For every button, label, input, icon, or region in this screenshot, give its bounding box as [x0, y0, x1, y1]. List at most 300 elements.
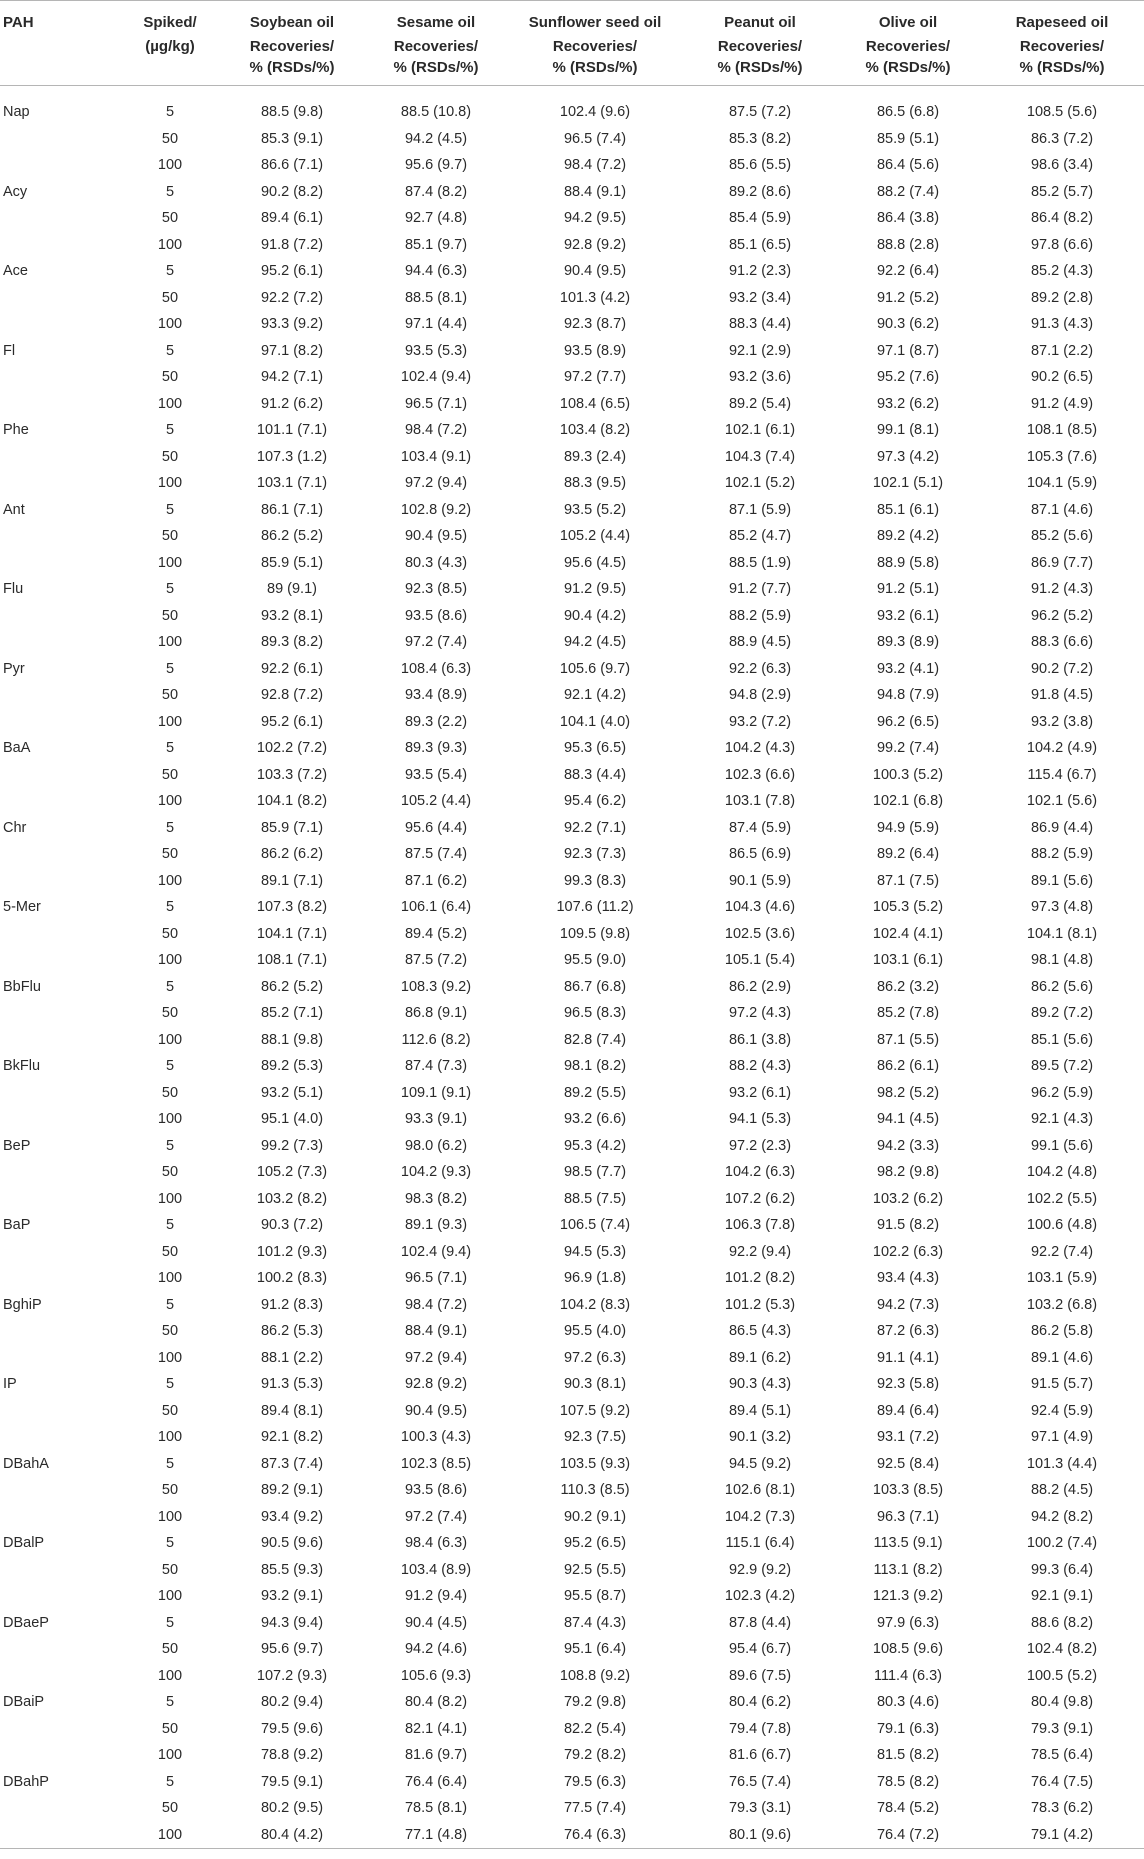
table-row: [0, 258, 1144, 285]
header-recoveries-label: Recoveries/: [865, 38, 951, 55]
header-recoveries-unit: % (RSDs/%): [552, 59, 638, 76]
recovery-cell: 88.6 (8.2): [1030, 1614, 1094, 1631]
recovery-cell: 85.9 (5.1): [260, 554, 324, 571]
pah-cell: Acy: [3, 183, 28, 200]
recovery-cell: 96.3 (7.1): [876, 1508, 940, 1525]
recovery-cell: 99.2 (7.3): [260, 1137, 324, 1154]
pah-cell: [0, 1159, 122, 1186]
recovery-cell: 90.4 (9.5): [563, 263, 627, 280]
recovery-cell: 93.2 (6.1): [876, 607, 940, 624]
table-row: [0, 1159, 1144, 1186]
spike-cell: 100: [157, 1031, 183, 1048]
recovery-cell: 88.4 (9.1): [404, 1323, 468, 1340]
recovery-cell: 90.2 (8.2): [260, 183, 324, 200]
recovery-cell: 102.3 (4.2): [724, 1588, 796, 1605]
recovery-cell: 109.1 (9.1): [400, 1084, 472, 1101]
recovery-cell: 95.6 (4.5): [563, 554, 627, 571]
table-row: [0, 682, 1144, 709]
recovery-cell: 86.2 (6.1): [876, 1058, 940, 1075]
recovery-cell: 88.9 (4.5): [728, 634, 792, 651]
recovery-cell: 78.5 (6.4): [1030, 1747, 1094, 1764]
recovery-cell: 106.5 (7.4): [559, 1217, 631, 1234]
pah-cell: [0, 1318, 122, 1345]
table-row: [0, 1053, 1144, 1080]
recovery-cell: 102.3 (6.6): [724, 766, 796, 783]
spike-cell: 100: [157, 1747, 183, 1764]
spike-cell: 50: [161, 1720, 179, 1737]
recovery-cell: 88.5 (10.8): [400, 104, 472, 121]
table-row: [0, 947, 1144, 974]
spike-cell: 5: [165, 1376, 175, 1393]
recovery-cell: 91.2 (5.2): [876, 289, 940, 306]
spike-cell: 50: [161, 846, 179, 863]
pah-cell: Fl: [3, 342, 16, 359]
recovery-cell: 115.1 (6.4): [725, 1535, 795, 1552]
pah-cell: [0, 1424, 122, 1451]
recovery-cell: 97.8 (6.6): [1030, 236, 1094, 253]
recovery-cell: 104.2 (4.9): [1026, 740, 1098, 757]
recovery-cell: 90.1 (5.9): [728, 872, 792, 889]
table-row: [0, 1345, 1144, 1372]
recovery-cell: 88.2 (5.9): [728, 607, 792, 624]
recovery-cell: 102.4 (9.6): [559, 104, 631, 121]
recovery-cell: 79.1 (4.2): [980, 1822, 1144, 1849]
pah-cell: [0, 682, 122, 709]
table-row: [0, 179, 1144, 206]
spike-cell: 100: [157, 872, 183, 889]
recovery-cell: 94.2 (3.3): [876, 1137, 940, 1154]
recovery-cell: 94.5 (9.2): [728, 1455, 792, 1472]
recovery-cell: 86.2 (5.2): [260, 528, 324, 545]
recovery-cell: 101.3 (4.2): [559, 289, 631, 306]
recovery-cell: 86.2 (5.6): [1030, 978, 1094, 995]
recovery-cell: 86.1 (7.1): [260, 501, 324, 518]
pah-cell: [0, 841, 122, 868]
table-row: [0, 1689, 1144, 1716]
recovery-cell: 108.1 (8.5): [1026, 422, 1098, 439]
recovery-cell: 98.6 (3.4): [1030, 157, 1094, 174]
recovery-cell: 93.2 (6.1): [728, 1084, 792, 1101]
recovery-cell: 94.2 (4.5): [563, 634, 627, 651]
recovery-cell: 104.2 (6.3): [724, 1164, 796, 1181]
table-row: [0, 1000, 1144, 1027]
header-recoveries: [506, 33, 684, 86]
table-row: [0, 1292, 1144, 1319]
spacer-cell: [0, 86, 1144, 100]
recovery-cell: 92.2 (7.2): [260, 289, 324, 306]
pah-cell: DBahP: [3, 1773, 49, 1790]
recovery-cell: 88.3 (4.4): [728, 316, 792, 333]
pah-cell: [0, 947, 122, 974]
recovery-cell: 99.1 (5.6): [1030, 1137, 1094, 1154]
recovery-cell: 88.5 (1.9): [728, 554, 792, 571]
table-row: [0, 152, 1144, 179]
recovery-cell: 96.5 (7.1): [404, 395, 468, 412]
recovery-cell: 97.3 (4.8): [1030, 899, 1094, 916]
recovery-cell: 95.2 (6.5): [563, 1535, 627, 1552]
pah-cell: BbFlu: [3, 978, 41, 995]
pah-cell: [0, 444, 122, 471]
header-recoveries: [366, 33, 506, 86]
recovery-cell: 86.9 (7.7): [1030, 554, 1094, 571]
recovery-cell: 92.2 (9.4): [728, 1243, 792, 1260]
recovery-cell: 76.5 (7.4): [728, 1773, 792, 1790]
recovery-cell: 90.2 (9.1): [563, 1508, 627, 1525]
recovery-cell: 98.4 (6.3): [404, 1535, 468, 1552]
table-row: [0, 1583, 1144, 1610]
recovery-cell: 87.5 (7.2): [404, 952, 468, 969]
recovery-cell: 89.2 (2.8): [1030, 289, 1094, 306]
recovery-cell: 79.4 (7.8): [728, 1720, 792, 1737]
recovery-cell: 85.1 (9.7): [404, 236, 468, 253]
recovery-cell: 92.1 (8.2): [260, 1429, 324, 1446]
header-spiked-unit: (µg/kg): [122, 33, 218, 86]
pah-cell: [0, 788, 122, 815]
header-recoveries-unit: % (RSDs/%): [393, 59, 479, 76]
recovery-cell: 79.2 (8.2): [563, 1747, 627, 1764]
recovery-cell: 88.5 (9.8): [260, 104, 324, 121]
recovery-cell: 99.1 (8.1): [876, 422, 940, 439]
header-recoveries-unit: % (RSDs/%): [249, 59, 335, 76]
header-recoveries-label: Recoveries/: [552, 38, 638, 55]
table-row: [0, 1265, 1144, 1292]
recovery-cell: 93.2 (9.1): [260, 1588, 324, 1605]
recovery-cell: 87.1 (5.5): [876, 1031, 940, 1048]
pah-cell: [0, 1345, 122, 1372]
recovery-cell: 98.3 (8.2): [404, 1190, 468, 1207]
recovery-cell: 97.1 (8.7): [876, 342, 940, 359]
pah-cell: [0, 1000, 122, 1027]
recovery-cell: 103.4 (9.1): [400, 448, 472, 465]
spike-cell: 50: [161, 1800, 179, 1817]
recovery-cell: 89.1 (4.6): [1030, 1349, 1094, 1366]
table-row: [0, 285, 1144, 312]
recovery-cell: 91.2 (9.4): [404, 1588, 468, 1605]
recovery-cell: 94.4 (6.3): [404, 263, 468, 280]
recovery-cell: 85.3 (9.1): [260, 130, 324, 147]
table-row: [0, 1318, 1144, 1345]
header-recoveries-label: Recoveries/: [1019, 38, 1105, 55]
pah-cell: [0, 1742, 122, 1769]
recovery-cell: 105.6 (9.7): [559, 660, 631, 677]
recovery-cell: 93.2 (4.1): [876, 660, 940, 677]
spike-cell: 5: [165, 183, 175, 200]
recovery-cell: 89.2 (4.2): [876, 528, 940, 545]
recovery-cell: 98.1 (8.2): [563, 1058, 627, 1075]
table-row: [0, 841, 1144, 868]
recovery-cell: 87.4 (4.3): [563, 1614, 627, 1631]
recovery-cell: 97.3 (4.2): [876, 448, 940, 465]
recovery-cell: 105.3 (5.2): [872, 899, 944, 916]
table-row: [0, 364, 1144, 391]
recovery-cell: 89.2 (5.3): [260, 1058, 324, 1075]
recovery-cell: 107.2 (6.2): [724, 1190, 796, 1207]
recovery-cell: 88.5 (7.5): [563, 1190, 627, 1207]
recovery-cell: 98.1 (4.8): [1030, 952, 1094, 969]
recovery-cell: 104.2 (4.8): [1026, 1164, 1098, 1181]
recovery-cell: 93.2 (3.6): [728, 369, 792, 386]
recovery-cell: 86.2 (3.2): [876, 978, 940, 995]
recovery-cell: 91.5 (5.7): [1030, 1376, 1094, 1393]
pah-cell: [0, 550, 122, 577]
recovery-cell: 93.3 (9.1): [404, 1111, 468, 1128]
recovery-cell: 95.4 (6.7): [728, 1641, 792, 1658]
pah-cell: [0, 629, 122, 656]
recovery-cell: 89.2 (6.4): [876, 846, 940, 863]
table-row: [0, 1424, 1144, 1451]
recovery-cell: 85.2 (7.8): [876, 1005, 940, 1022]
recovery-cell: 87.4 (5.9): [728, 819, 792, 836]
spike-cell: 100: [157, 475, 183, 492]
spike-cell: 5: [165, 1535, 175, 1552]
pah-cell: Ant: [3, 501, 25, 518]
recovery-cell: 88.8 (2.8): [876, 236, 940, 253]
table-row: [0, 1371, 1144, 1398]
pah-cell: [0, 1239, 122, 1266]
recovery-cell: 98.5 (7.7): [563, 1164, 627, 1181]
recovery-cell: 96.9 (1.8): [563, 1270, 627, 1287]
spike-cell: 5: [165, 501, 175, 518]
recovery-cell: 94.9 (5.9): [876, 819, 940, 836]
recovery-cell: 102.4 (8.2): [1026, 1641, 1098, 1658]
recovery-cell: 102.1 (5.2): [724, 475, 796, 492]
recovery-cell: 92.3 (8.5): [404, 581, 468, 598]
recovery-cell: 91.2 (7.7): [728, 581, 792, 598]
recovery-cell: 89 (9.1): [267, 581, 317, 598]
recovery-cell: 79.3 (9.1): [1030, 1720, 1094, 1737]
recovery-cell: 93.4 (9.2): [260, 1508, 324, 1525]
recovery-cell: 104.1 (8.1): [1026, 925, 1098, 942]
table-row: [0, 1663, 1144, 1690]
header-recoveries: [218, 33, 366, 86]
recovery-cell: 85.2 (4.7): [728, 528, 792, 545]
spike-cell: 50: [161, 1084, 179, 1101]
recovery-cell: 105.2 (4.4): [400, 793, 472, 810]
header-blank: [0, 33, 122, 86]
recovery-cell: 103.1 (6.1): [872, 952, 944, 969]
recovery-cell: 80.3 (4.3): [404, 554, 468, 571]
recovery-cell: 91.2 (4.9): [1030, 395, 1094, 412]
recovery-cell: 100.3 (4.3): [400, 1429, 472, 1446]
recovery-cell: 86.4 (3.8): [876, 210, 940, 227]
recovery-cell: 86.5 (4.3): [728, 1323, 792, 1340]
recovery-cell: 106.3 (7.8): [724, 1217, 796, 1234]
recovery-cell: 79.5 (9.1): [260, 1773, 324, 1790]
recovery-cell: 102.1 (6.8): [872, 793, 944, 810]
spike-cell: 5: [165, 1455, 175, 1472]
recovery-cell: 79.5 (6.3): [563, 1773, 627, 1790]
table-row: [0, 1186, 1144, 1213]
recovery-cell: 89.6 (7.5): [728, 1667, 792, 1684]
pah-cell: [0, 709, 122, 736]
spike-cell: 5: [165, 1058, 175, 1075]
recovery-cell: 86.7 (6.8): [563, 978, 627, 995]
spike-cell: 50: [161, 289, 179, 306]
recovery-cell: 99.3 (8.3): [563, 872, 627, 889]
spike-cell: 100: [157, 793, 183, 810]
pah-cell: BaP: [3, 1217, 31, 1234]
recovery-cell: 92.1 (9.1): [1030, 1588, 1094, 1605]
spike-cell: 5: [165, 581, 175, 598]
table-row: [0, 311, 1144, 338]
recovery-cell: 78.4 (5.2): [876, 1800, 940, 1817]
recovery-cell: 89.1 (7.1): [260, 872, 324, 889]
header-row-1: [0, 1, 1144, 34]
header-recoveries-label: Recoveries/: [717, 38, 803, 55]
recovery-cell: 102.6 (8.1): [724, 1482, 796, 1499]
recovery-cell: 92.4 (5.9): [1030, 1402, 1094, 1419]
recovery-cell: 85.1 (5.6): [1030, 1031, 1094, 1048]
table-row: [0, 1504, 1144, 1531]
spike-cell: 5: [165, 1137, 175, 1154]
recovery-cell: 78.8 (9.2): [260, 1747, 324, 1764]
recovery-cell: 102.4 (9.4): [400, 369, 472, 386]
recovery-cell: 95.1 (6.4): [563, 1641, 627, 1658]
pah-cell: [0, 1477, 122, 1504]
recovery-cell: 87.8 (4.4): [728, 1614, 792, 1631]
pah-cell: [0, 391, 122, 418]
recovery-cell: 95.2 (6.1): [260, 263, 324, 280]
recovery-cell: 82.2 (5.4): [563, 1720, 627, 1737]
recovery-cell: 93.5 (8.6): [404, 607, 468, 624]
pah-cell: [0, 1504, 122, 1531]
recovery-cell: 94.2 (7.3): [876, 1296, 940, 1313]
recovery-cell: 92.5 (5.5): [563, 1561, 627, 1578]
header-oil-peanut: Peanut oil: [684, 1, 836, 34]
table-row: [0, 232, 1144, 259]
recovery-cell: 95.6 (4.4): [404, 819, 468, 836]
spike-cell: 100: [122, 1822, 218, 1849]
pah-cell: [0, 311, 122, 338]
recovery-cell: 93.4 (4.3): [876, 1270, 940, 1287]
header-recoveries-unit: % (RSDs/%): [717, 59, 803, 76]
recovery-cell: 88.2 (5.9): [1030, 846, 1094, 863]
pah-cell: [0, 232, 122, 259]
recovery-cell: 91.5 (8.2): [876, 1217, 940, 1234]
recovery-cell: 104.1 (4.0): [559, 713, 631, 730]
recovery-cell: 98.4 (7.2): [404, 1296, 468, 1313]
spike-cell: 5: [165, 104, 175, 121]
pah-cell: [0, 470, 122, 497]
recovery-cell: 103.3 (7.2): [256, 766, 328, 783]
header-oil-olive: Olive oil: [836, 1, 980, 34]
recovery-cell: 97.9 (6.3): [876, 1614, 940, 1631]
recovery-cell: 91.2 (2.3): [728, 263, 792, 280]
recovery-cell: 93.1 (7.2): [876, 1429, 940, 1446]
spike-cell: 5: [165, 1296, 175, 1313]
recovery-cell: 79.3 (3.1): [728, 1800, 792, 1817]
recovery-cell: 101.2 (8.2): [724, 1270, 796, 1287]
header-recoveries: [980, 33, 1144, 86]
recovery-cell: 102.3 (8.5): [400, 1455, 472, 1472]
spike-cell: 100: [157, 1349, 183, 1366]
recovery-cell: 81.5 (8.2): [876, 1747, 940, 1764]
table-row: [0, 1212, 1144, 1239]
table-row: [0, 1477, 1144, 1504]
recovery-cell: 95.5 (9.0): [563, 952, 627, 969]
recovery-cell: 100.6 (4.8): [1026, 1217, 1098, 1234]
recovery-cell: 85.1 (6.1): [876, 501, 940, 518]
recovery-cell: 102.2 (7.2): [256, 740, 328, 757]
table-body: [0, 86, 1144, 1849]
spike-cell: 50: [161, 1482, 179, 1499]
spike-cell: 50: [161, 1323, 179, 1340]
recovery-cell: 92.9 (9.2): [728, 1561, 792, 1578]
pah-cell: Flu: [3, 581, 24, 598]
recovery-cell: 100.2 (7.4): [1026, 1535, 1098, 1552]
table-row: [0, 1080, 1144, 1107]
recovery-cell: 100.2 (8.3): [256, 1270, 328, 1287]
header-row-2: [0, 33, 1144, 86]
recovery-cell: 92.2 (6.4): [876, 263, 940, 280]
recovery-cell: 88.5 (8.1): [404, 289, 468, 306]
header-recoveries-label: Recoveries/: [249, 38, 335, 55]
spike-cell: 100: [157, 1111, 183, 1128]
spike-cell: 50: [161, 1005, 179, 1022]
recovery-cell: 104.1 (7.1): [256, 925, 328, 942]
recovery-cell: 99.3 (6.4): [1030, 1561, 1094, 1578]
table-row: [0, 1530, 1144, 1557]
pah-cell: [0, 1106, 122, 1133]
recovery-cell: 103.2 (8.2): [256, 1190, 328, 1207]
recovery-cell: 108.4 (6.3): [400, 660, 472, 677]
spike-cell: 50: [161, 1561, 179, 1578]
spike-cell: 100: [157, 316, 183, 333]
recovery-cell: 88.2 (4.5): [1030, 1482, 1094, 1499]
pah-cell: BeP: [3, 1137, 31, 1154]
recovery-cell: 90.3 (6.2): [876, 316, 940, 333]
recovery-cell: 100.3 (5.2): [872, 766, 944, 783]
recovery-cell: 93.2 (3.8): [1030, 713, 1094, 730]
recovery-cell: 97.2 (7.7): [563, 369, 627, 386]
recovery-cell: 93.2 (7.2): [728, 713, 792, 730]
recovery-cell: 85.2 (4.3): [1030, 263, 1094, 280]
recovery-cell: 91.8 (4.5): [1030, 687, 1094, 704]
recovery-cell: 89.1 (6.2): [728, 1349, 792, 1366]
spike-cell: 50: [161, 1402, 179, 1419]
recovery-cell: 107.3 (8.2): [256, 899, 328, 916]
pah-cell: [0, 1186, 122, 1213]
recovery-cell: 86.6 (7.1): [260, 157, 324, 174]
pah-cell: [0, 1663, 122, 1690]
recovery-cell: 93.4 (8.9): [404, 687, 468, 704]
recovery-cell: 88.3 (9.5): [563, 475, 627, 492]
recovery-cell: 79.2 (9.8): [563, 1694, 627, 1711]
recovery-cell: 104.2 (4.3): [724, 740, 796, 757]
recovery-cell: 94.8 (2.9): [728, 687, 792, 704]
recovery-cell: 87.4 (8.2): [404, 183, 468, 200]
recovery-cell: 80.2 (9.5): [260, 1800, 324, 1817]
recovery-cell: 95.5 (4.0): [563, 1323, 627, 1340]
recovery-cell: 96.2 (5.9): [1030, 1084, 1094, 1101]
recovery-cell: 79.5 (9.6): [260, 1720, 324, 1737]
spike-cell: 5: [165, 1694, 175, 1711]
recovery-cell: 94.2 (4.5): [404, 130, 468, 147]
recovery-cell: 108.5 (9.6): [872, 1641, 944, 1658]
recovery-cell: 98.2 (5.2): [876, 1084, 940, 1101]
recovery-cell: 98.4 (7.2): [563, 157, 627, 174]
recovery-cell: 85.4 (5.9): [728, 210, 792, 227]
spike-cell: 100: [157, 1429, 183, 1446]
recovery-cell: 96.5 (7.1): [404, 1270, 468, 1287]
recovery-cell: 86.2 (5.2): [260, 978, 324, 995]
recovery-cell: 108.5 (5.6): [1026, 104, 1098, 121]
recovery-cell: 90.5 (9.6): [260, 1535, 324, 1552]
recovery-cell: 78.5 (8.2): [876, 1773, 940, 1790]
pah-cell: [0, 921, 122, 948]
recovery-cell: 102.4 (9.4): [400, 1243, 472, 1260]
recovery-cell: 108.8 (9.2): [559, 1667, 631, 1684]
